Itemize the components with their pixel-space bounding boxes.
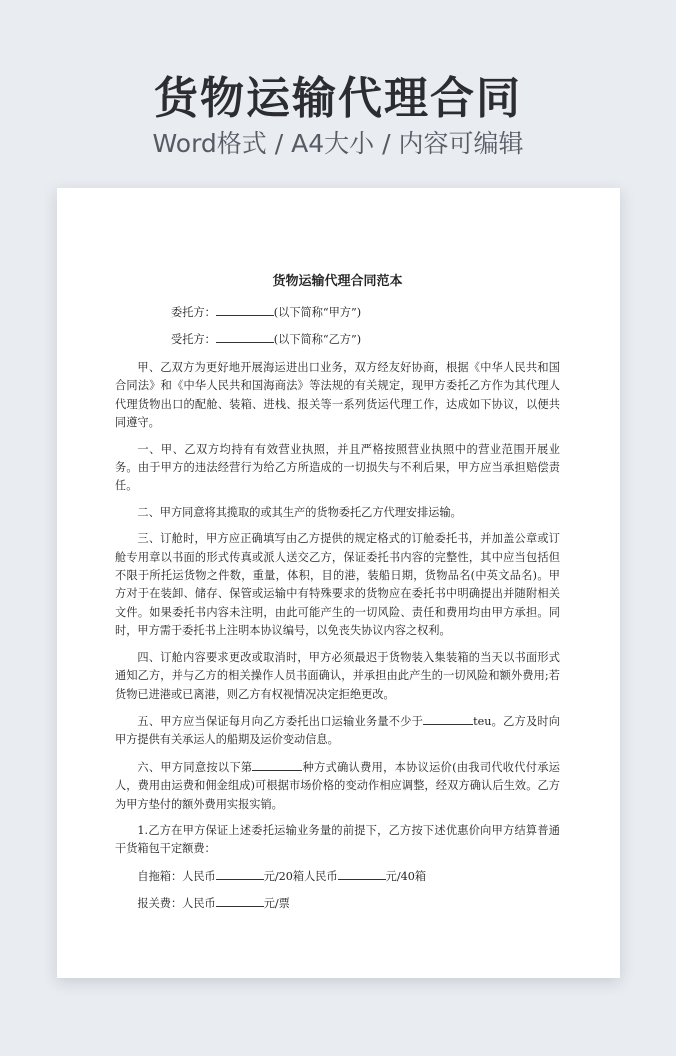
hero-subtitle: Word格式 / A4大小 / 内容可编辑 (152, 129, 524, 158)
box-fee-label: 自拖箱：人民币 (137, 869, 216, 883)
client-label: 委托方： (171, 306, 216, 319)
clause-6-item-1: 1.乙方在甲方保证上述委托运输业务量的前提下，乙方按下述优惠价向甲方结算普通干货箱包干定额费： (115, 823, 560, 856)
box-fee-end: 元/40箱 (385, 869, 427, 883)
customs-fee-label: 报关费：人民币 (137, 897, 216, 911)
client-suffix: (以下简称“甲方”) (273, 306, 362, 319)
clause-5-end: teu。乙方及时向甲方提供有关承运人的船期及运价变动信息。 (115, 714, 560, 747)
client-blank (216, 303, 274, 316)
intro-paragraph: 甲、乙双方为更好地开展海运进出口业务，双方经友好协商，根据《中华人民共和国合同法》和《中华人民共和国海商法》等法规的有关规定，现甲方委托乙方作为其代理人代理货物出口的配舱、装箱、进栈、报关等一系列货运代理工作，达成如下协议，以便共同遵守。 (115, 361, 560, 430)
customs-fee-end: 元/票 (263, 897, 290, 911)
box-fee-line (115, 867, 560, 886)
agent-suffix: (以下简称“乙方”) (273, 333, 362, 346)
box-fee-blank-20 (216, 867, 264, 880)
agent-label: 受托方： (171, 333, 216, 346)
box-fee-blank-40 (338, 867, 386, 880)
clause-2: 二、甲方同意将其揽取的或其生产的货物委托乙方代理安排运输。 (137, 505, 462, 519)
client-line (115, 303, 560, 322)
customs-fee-blank (216, 894, 264, 907)
clause-4: 四、订舱内容要求更改或取消时，甲方必须最迟于货物装入集装箱的当天以书面形式通知乙方，并与乙方的相关操作人员书面确认，并承担由此产生的一切风险和额外费用;若货物已进港或已离港，则乙方有权视情况决定拒绝更改。 (115, 650, 560, 701)
document-title: 货物运输代理合同范本 (272, 274, 403, 289)
clause-3: 三、订舱时，甲方应正确填写由乙方提供的规定格式的订舱委托书，并加盖公章或订舱专用章以书面的形式传真或派人送交乙方，保证委托书内容的完整性，其中应当包括但不限于所托运货物之件数，重量，体积，目的港，装船日期，货物品名(中英文品名)。甲方对于在装卸、储存、保管或运输中有特殊要求的货物应在委托书中明确提出并随附相关文件。如果委托书内容未注明，由此可能产生的一切风险、责任和费用均由甲方承担。同时，甲方需于委托书上注明本协议编号，以免丧失协议内容之权利。 (115, 532, 560, 638)
box-fee-mid: 元/20箱人民币 (263, 869, 338, 883)
agent-line (115, 330, 560, 349)
clause-6-blank (252, 758, 302, 771)
clause-5 (115, 712, 560, 750)
document-page (57, 188, 620, 978)
clause-1: 一、甲、乙双方均持有有效营业执照，并且严格按照营业执照中的营业范围开展业务。由于甲方的违法经营行为给乙方所造成的一切损失与不利后果，甲方应当承担赔偿责任。 (115, 442, 560, 493)
hero-title: 货物运输代理合同 (154, 73, 522, 124)
customs-fee-line (115, 894, 560, 913)
clause-6-start: 六、甲方同意按以下第 (137, 760, 253, 774)
clause-5-blank (423, 712, 473, 725)
clause-6 (115, 758, 560, 814)
agent-blank (216, 330, 274, 343)
clause-6-end: 种方式确认费用，本协议运价(由我司代收代付承运人，费用由运费和佣金组成)可根据市场价格的变动作相应调整，经双方确认后生效。乙方为甲方垫付的额外费用实报实销。 (115, 760, 560, 811)
clause-5-start: 五、甲方应当保证每月向乙方委托出口运输业务量不少于 (137, 714, 424, 728)
